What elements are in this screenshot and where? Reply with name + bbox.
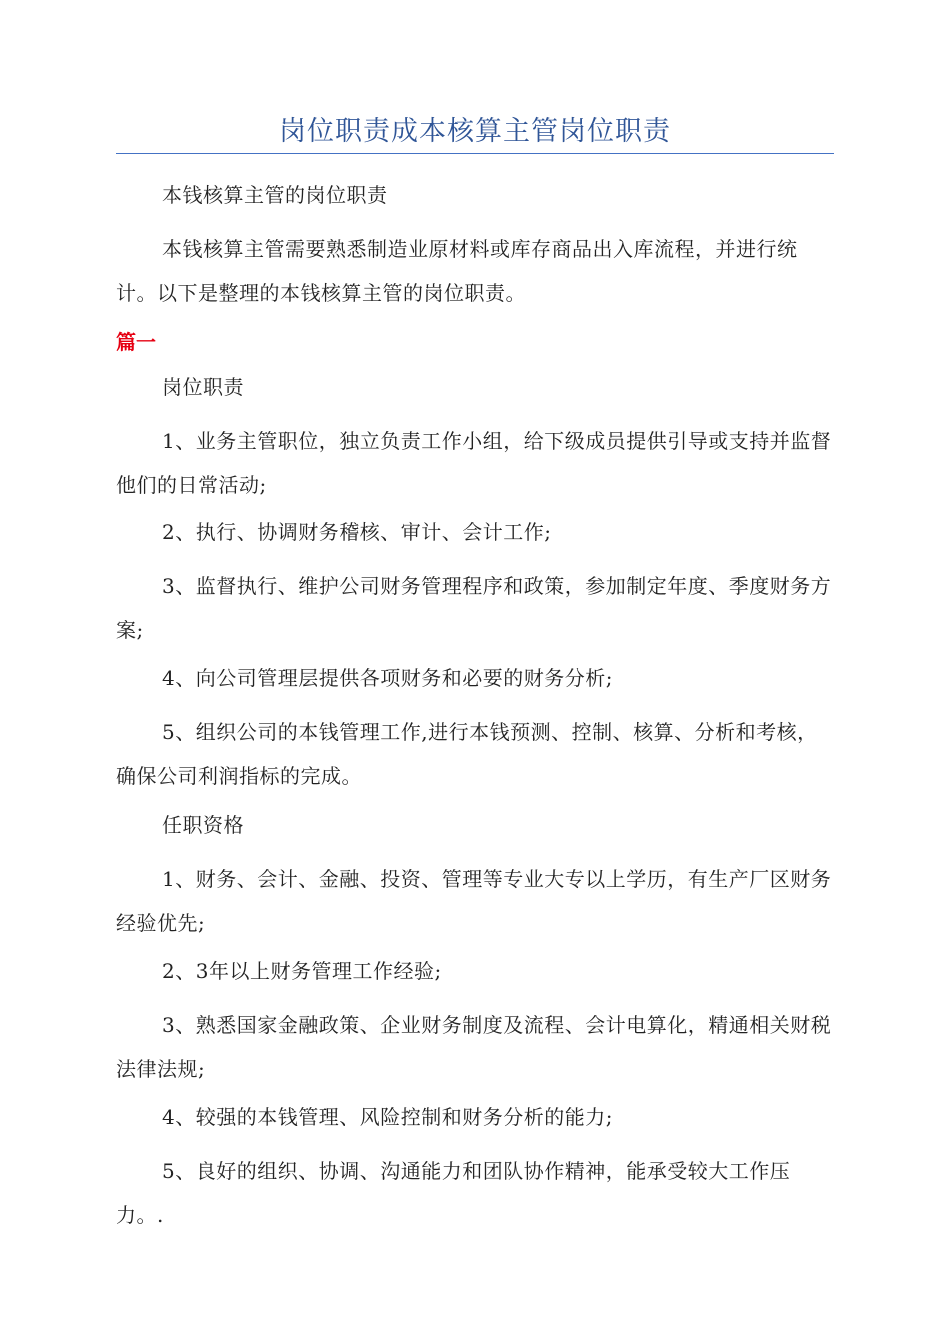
qualification-item: 5、良好的组织、协调、沟通能力和团队协作精神，能承受较大工作压力。. bbox=[116, 1159, 791, 1227]
qualification-item: 1、财务、会计、金融、投资、管理等专业大专以上学历，有生产厂区财务经验优先; bbox=[116, 867, 832, 935]
intro-heading: 本钱核算主管的岗位职责 bbox=[162, 183, 388, 207]
qualifications-heading: 任职资格 bbox=[162, 813, 244, 837]
duty-item: 4、向公司管理层提供各项财务和必要的财务分析; bbox=[162, 666, 613, 690]
duties-heading: 岗位职责 bbox=[162, 375, 244, 399]
qualification-item: 2、3年以上财务管理工作经验; bbox=[162, 959, 442, 983]
section-label: 篇一 bbox=[116, 330, 156, 354]
document-title: 岗位职责成本核算主管岗位职责 bbox=[279, 116, 671, 147]
intro-paragraph: 本钱核算主管需要熟悉制造业原材料或库存商品出入库流程，并进行统计。以下是整理的本钱核算主管的岗位职责。 bbox=[116, 237, 798, 305]
duty-item: 2、执行、协调财务稽核、审计、会计工作; bbox=[162, 520, 552, 544]
duty-item: 5、组织公司的本钱管理工作,进行本钱预测、控制、核算、分析和考核，确保公司利润指标的完成。 bbox=[116, 720, 818, 788]
duty-item: 3、监督执行、维护公司财务管理程序和政策，参加制定年度、季度财务方案; bbox=[116, 574, 832, 642]
qualification-item: 4、较强的本钱管理、风险控制和财务分析的能力; bbox=[162, 1105, 613, 1129]
title-underline bbox=[116, 153, 834, 154]
duty-item: 1、业务主管职位，独立负责工作小组，给下级成员提供引导或支持并监督他们的日常活动; bbox=[116, 429, 832, 497]
qualification-item: 3、熟悉国家金融政策、企业财务制度及流程、会计电算化，精通相关财税法律法规; bbox=[116, 1013, 832, 1081]
